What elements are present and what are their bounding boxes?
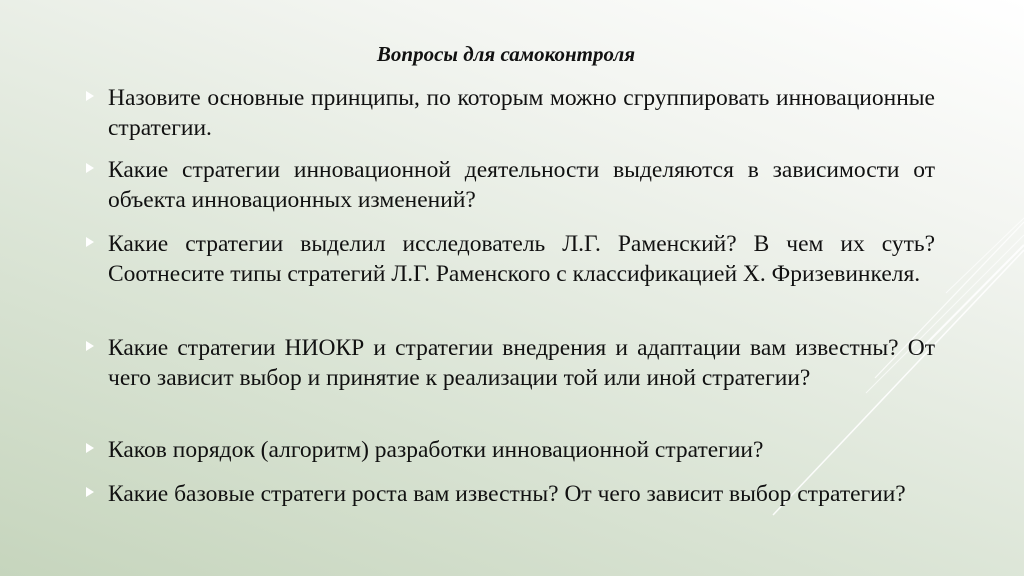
list-item (108, 435, 935, 465)
list-item-text: Какие базовые стратеги роста вам известны? От чего зависит выбор стратегии? (108, 481, 906, 507)
slide-title: Вопросы для самоконтроля (376, 42, 636, 66)
list-item (108, 155, 935, 215)
list-item-text: Назовите основные принципы, по которым можно сгруппировать инновационные стратегии. (108, 85, 935, 141)
bullet-icon (86, 237, 94, 247)
list-item (108, 229, 935, 289)
list-item-text: Какие стратегии инновационной деятельности выделяются в зависимости от объекта инновационных изменений? (108, 157, 935, 213)
bullet-icon (86, 91, 94, 101)
bullet-icon (86, 487, 94, 497)
list-item-text: Какие стратегии выделил исследователь Л.Г. Раменский? В чем их суть? Соотнесите типы стратегий Л.Г. Раменского с классификацией Х. Фризевинкеля. (108, 231, 935, 287)
list-item-text: Каков порядок (алгоритм) разработки инновационной стратегии? (108, 437, 764, 463)
list-item (108, 479, 935, 509)
list-item (108, 333, 935, 393)
bullet-icon (86, 443, 94, 453)
list-item (108, 83, 935, 143)
bullet-icon (86, 341, 94, 351)
bullet-icon (86, 163, 94, 173)
list-item-text: Какие стратегии НИОКР и стратегии внедрения и адаптации вам известны? От чего зависит выбор и принятие к реализации той или иной стратегии? (108, 335, 935, 391)
